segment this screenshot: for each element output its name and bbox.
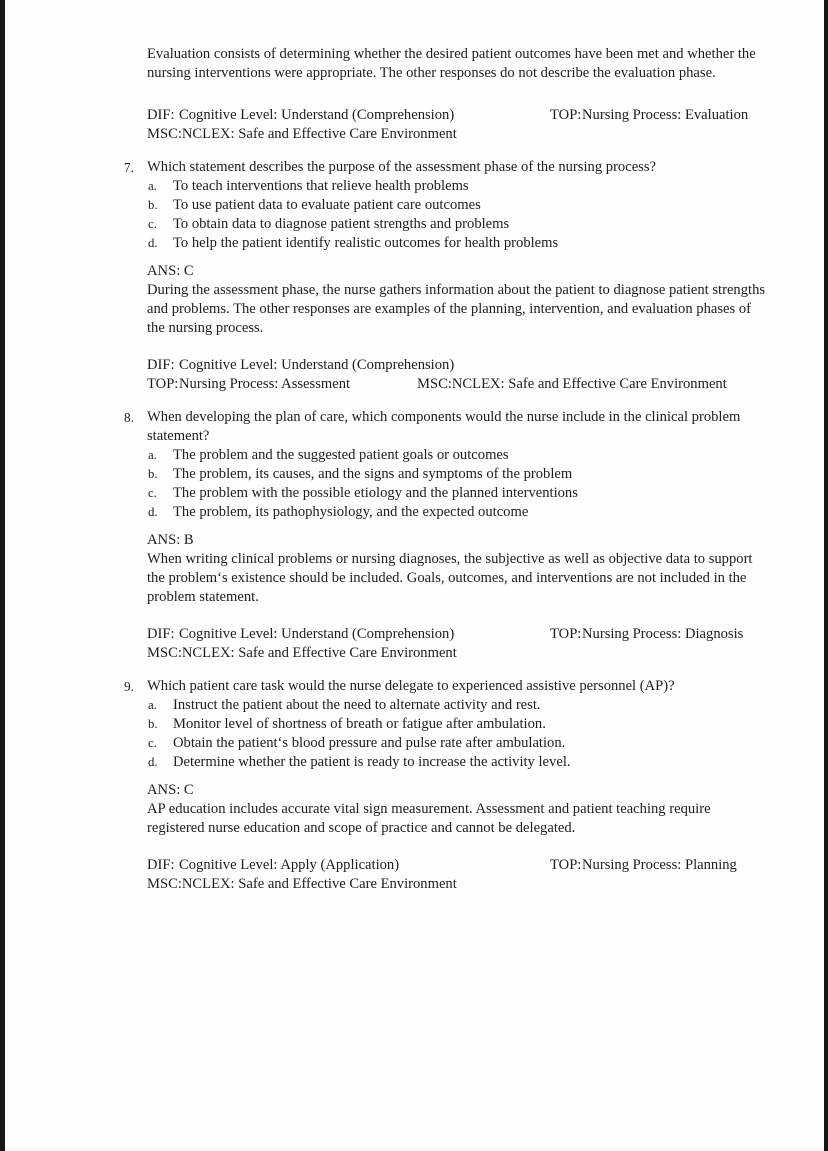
question-number: 9. <box>124 679 134 694</box>
msc-segment <box>147 645 457 661</box>
answer-option <box>147 503 769 522</box>
answer-option <box>147 177 769 196</box>
answer-option <box>147 215 769 234</box>
option-text: Determine whether the patient is ready to increase the activity level. <box>173 754 571 770</box>
dif-label: DIF: <box>147 357 175 373</box>
meta-row <box>147 856 769 875</box>
top-label: TOP: <box>550 107 582 123</box>
page-content <box>124 45 769 894</box>
dif-value: Cognitive Level: Understand (Comprehension) <box>179 107 455 123</box>
msc-label: MSC: <box>417 376 452 392</box>
option-text: Obtain the patient‘s blood pressure and pulse rate after ambulation. <box>173 735 566 751</box>
msc-segment <box>147 876 457 892</box>
meta-row <box>147 375 769 394</box>
rationale: During the assessment phase, the nurse gathers information about the patient to diagnose patient strengths and problems. The other responses are examples of the planning, intervention, and evaluation phases of the nursing process. <box>147 282 766 336</box>
answer-option <box>147 696 769 715</box>
dif-segment <box>147 857 399 873</box>
top-segment <box>147 376 350 392</box>
question-stem: Which patient care task would the nurse delegate to experienced assistive personnel (AP)? <box>147 678 675 694</box>
answer-option <box>147 465 769 484</box>
option-letter: c. <box>148 736 157 750</box>
dif-label: DIF: <box>147 857 175 873</box>
meta-row <box>147 875 769 894</box>
question-number: 7. <box>124 160 134 175</box>
top-value: Nursing Process: Diagnosis <box>582 626 744 642</box>
question-stem: Which statement describes the purpose of the assessment phase of the nursing process? <box>147 159 657 175</box>
option-text: To help the patient identify realistic outcomes for health problems <box>173 235 559 251</box>
top-label: TOP: <box>550 626 582 642</box>
meta-block <box>147 625 769 663</box>
option-text: Monitor level of shortness of breath or fatigue after ambulation. <box>173 716 546 732</box>
meta-row <box>147 644 769 663</box>
option-letter: d. <box>148 505 158 519</box>
option-letter: b. <box>148 198 158 212</box>
answer-block <box>147 531 769 607</box>
answer-block <box>147 262 769 338</box>
dif-value: Cognitive Level: Understand (Comprehension) <box>179 626 455 642</box>
dif-label: DIF: <box>147 107 175 123</box>
dif-segment <box>147 357 454 373</box>
option-text: The problem with the possible etiology and the planned interventions <box>173 485 578 501</box>
meta-block <box>147 856 769 894</box>
top-segment <box>550 625 743 644</box>
msc-label: MSC: <box>147 876 182 892</box>
question-number: 8. <box>124 410 134 425</box>
right-edge-strip <box>824 0 828 1151</box>
msc-segment <box>147 126 457 142</box>
option-letter: c. <box>148 217 157 231</box>
answer-option <box>147 234 769 253</box>
answer-option <box>147 734 769 753</box>
answer-option <box>147 753 769 772</box>
dif-segment <box>147 107 454 123</box>
top-value: Nursing Process: Evaluation <box>582 107 749 123</box>
option-text: To use patient data to evaluate patient care outcomes <box>173 197 481 213</box>
left-edge-strip <box>0 0 5 1151</box>
dif-segment <box>147 626 454 642</box>
answer-option <box>147 196 769 215</box>
option-text: The problem, its causes, and the signs and symptoms of the problem <box>173 466 573 482</box>
option-letter: b. <box>148 467 158 481</box>
msc-segment <box>417 375 727 394</box>
option-text: The problem and the suggested patient goals or outcomes <box>173 447 509 463</box>
options-list <box>147 446 769 522</box>
answer-line: ANS: B <box>147 532 194 548</box>
msc-label: MSC: <box>147 126 182 142</box>
option-letter: a. <box>148 698 157 712</box>
options-list <box>147 696 769 772</box>
msc-value: NCLEX: Safe and Effective Care Environment <box>181 126 457 142</box>
answer-option <box>147 446 769 465</box>
answer-line: ANS: C <box>147 782 194 798</box>
option-letter: a. <box>148 448 157 462</box>
meta-row <box>147 125 769 144</box>
answer-option <box>147 484 769 503</box>
option-letter: d. <box>148 236 158 250</box>
msc-value: NCLEX: Safe and Effective Care Environment <box>181 876 457 892</box>
dif-value: Cognitive Level: Apply (Application) <box>179 857 400 873</box>
top-segment <box>550 106 748 125</box>
question-block <box>124 158 769 394</box>
question-block <box>124 677 769 894</box>
top-value: Nursing Process: Planning <box>582 857 737 873</box>
option-text: The problem, its pathophysiology, and the expected outcome <box>173 504 529 520</box>
rationale: When writing clinical problems or nursing diagnoses, the subjective as well as objective data to support the problem‘s existence should be included. Goals, outcomes, and interventions are not included in the problem statement. <box>147 551 753 605</box>
answer-line: ANS: C <box>147 263 194 279</box>
option-text: To obtain data to diagnose patient strengths and problems <box>173 216 510 232</box>
question-stem: When developing the plan of care, which components would the nurse include in the clinical problem statement? <box>147 409 741 444</box>
top-segment <box>550 856 737 875</box>
answer-block <box>147 781 769 838</box>
meta-row <box>147 356 769 375</box>
top-value: Nursing Process: Assessment <box>179 376 351 392</box>
option-letter: a. <box>148 179 157 193</box>
question-block <box>124 408 769 663</box>
meta-block <box>147 106 769 144</box>
top-label: TOP: <box>550 857 582 873</box>
msc-value: NCLEX: Safe and Effective Care Environment <box>181 645 457 661</box>
rationale: AP education includes accurate vital sign measurement. Assessment and patient teaching require registered nurse education and scope of practice and cannot be delegated. <box>147 801 711 836</box>
answer-option <box>147 715 769 734</box>
option-letter: c. <box>148 486 157 500</box>
intro-answer-block <box>147 45 769 144</box>
option-text: To teach interventions that relieve health problems <box>173 178 469 194</box>
msc-label: MSC: <box>147 645 182 661</box>
meta-block <box>147 356 769 394</box>
options-list <box>147 177 769 253</box>
top-label: TOP: <box>147 376 179 392</box>
option-letter: d. <box>148 755 158 769</box>
meta-row <box>147 106 769 125</box>
rationale: Evaluation consists of determining whether the desired patient outcomes have been met and whether the nursing interventions were appropriate. The other responses do not describe the evaluation phase. <box>147 46 756 81</box>
msc-value: NCLEX: Safe and Effective Care Environment <box>451 376 727 392</box>
dif-value: Cognitive Level: Understand (Comprehension) <box>179 357 455 373</box>
option-text: Instruct the patient about the need to alternate activity and rest. <box>173 697 541 713</box>
option-letter: b. <box>148 717 158 731</box>
dif-label: DIF: <box>147 626 175 642</box>
meta-row <box>147 625 769 644</box>
